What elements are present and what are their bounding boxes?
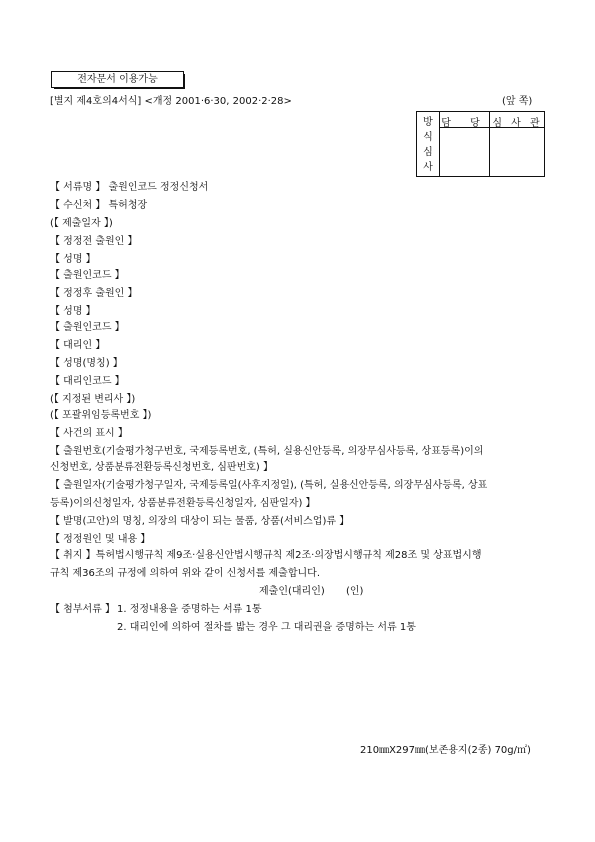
page-side-label: (앞 쪽) <box>502 96 533 107</box>
purpose-line2: 규칙 제36조의 규정에 의하여 위와 같이 신청서를 제출합니다. <box>50 568 320 579</box>
agent-code: 【 대리인코드 】 <box>50 376 125 387</box>
invention-title: 【 발명(고안)의 명칭, 의장의 대상이 되는 물품, 상품(서비스업)류 】 <box>50 516 350 527</box>
seal-mark: (인) <box>346 586 364 597</box>
approval-vertical-label: 방 식 심 사 <box>423 117 433 173</box>
approval-box <box>416 111 545 177</box>
applicant-after: 【 정정후 출원인 】 <box>50 288 138 299</box>
case-indication: 【 사건의 표시 】 <box>50 428 128 439</box>
name-before: 【 성명 】 <box>50 254 96 265</box>
application-number-line2: 신청번호, 상품분류전환등록신청번호, 심판번호) 】 <box>50 462 273 473</box>
correction-reason: 【 정정원인 및 내용 】 <box>50 534 151 545</box>
attachment-item-2: 2. 대리인에 의하여 절차를 밟는 경우 그 대리권을 증명하는 서류 1통 <box>117 622 416 633</box>
application-number-line1: 【 출원번호(기술평가청구번호, 국제등록번호, (특허, 실용신안등록, 의장무심사등록, 상표등록)이의 <box>50 446 484 457</box>
purpose-line1: 【 취지 】특허법시행규칙 제9조·실용신안법시행규칙 제2조·의장법시행규칙 제28조 및 상표법시행 <box>50 550 482 561</box>
document-name: 【 서류명 】 출원인코드 정정신청서 <box>50 182 209 193</box>
applicant-before: 【 정정전 출원인 】 <box>50 236 138 247</box>
name-after: 【 성명 】 <box>50 306 96 317</box>
application-date-line2: 등록)이의신청일자, 상품분류전환등록신청일자, 심판일자) 】 <box>50 498 316 509</box>
attachments-label: 【 첨부서류 】 <box>50 604 115 615</box>
designated-attorney: (【 지정된 변리사 】) <box>50 394 136 405</box>
agent-name: 【 성명(명칭) 】 <box>50 358 123 369</box>
electronic-document-badge: 전자문서 이용가능 <box>51 71 184 88</box>
recipient: 【 수신처 】 특허청장 <box>50 200 148 211</box>
comprehensive-power-number: (【 포괄위임등록번호 】) <box>50 410 152 421</box>
submission-date: (【 제출일자 】) <box>50 218 113 229</box>
approval-person-header: 담 당 <box>441 118 488 129</box>
form-reference: [별지 제4호의4서식] <개정 2001·6·30, 2002·2·28> <box>50 96 292 107</box>
application-date-line1: 【 출원일자(기술평가청구일자, 국제등록일(사후지정일), (특허, 실용신안등록, 의장무심사등록, 상표 <box>50 480 488 491</box>
submitter-label: 제출인(대리인) <box>259 586 325 597</box>
applicant-code-after: 【 출원인코드 】 <box>50 322 125 333</box>
approval-examiner-header: 심 사 관 <box>492 118 543 129</box>
attachment-item-1: 1. 정정내용을 증명하는 서류 1통 <box>117 604 262 615</box>
agent: 【 대리인 】 <box>50 340 106 351</box>
applicant-code-before: 【 출원인코드 】 <box>50 270 125 281</box>
paper-spec-footer: 210㎜X297㎜(보존용지(2종) 70g/㎡) <box>360 745 531 756</box>
